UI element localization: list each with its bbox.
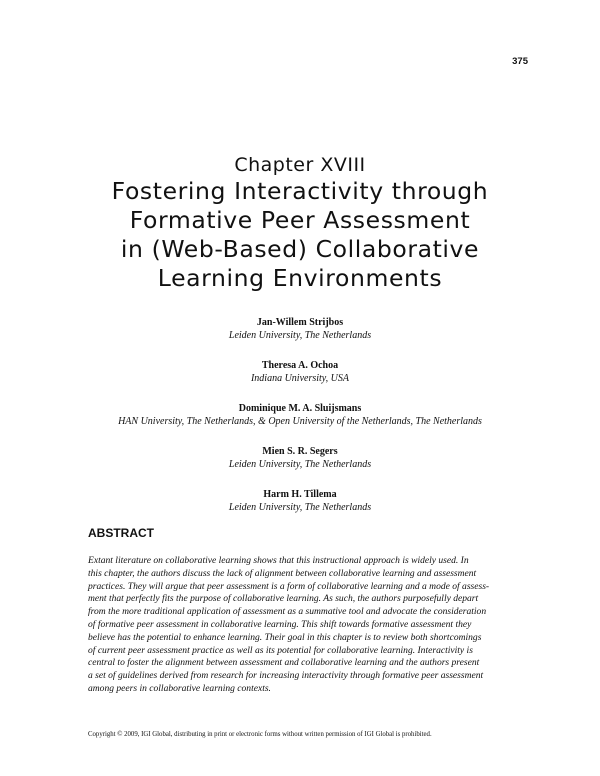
author-affiliation: Indiana University, USA [250,373,350,384]
chapter-title [60,177,540,293]
chapter-title-line: in (Web-Based) Collaborative [120,235,480,263]
abstract-line: among peers in collaborative learning contexts. [88,682,271,694]
abstract-line: Extant literature on collaborative learning shows that this instructional approach is widely used. In [88,555,469,566]
author-affiliation: HAN University, The Netherlands, & Open University of the Netherlands, The Netherlands [118,416,482,427]
chapter-title-line: Learning Environments [157,264,443,292]
author-block [0,488,600,531]
abstract-line: a set of guidelines derived from research for increasing interactivity through formative peer assessment [88,670,484,682]
chapter-label: Chapter XVIII [234,154,366,176]
abstract-line: practices. They will argue that peer assessment is a form of collaborative learning and a mode of assess- [88,580,490,592]
author-name: Harm H. Tillema [263,489,337,500]
page-number: 375 [512,56,528,67]
chapter-title-line: Fostering Interactivity through [111,177,489,205]
author-block [0,359,600,402]
abstract-line: from the more traditional application of assessment as a summative tool and advocate the consideration [88,606,487,618]
chapter-title-line: Formative Peer Assessment [129,206,471,234]
abstract-line: of current peer assessment practice as well as its potential for collaborative learning. Interactivity is [88,644,473,656]
abstract-line: central to foster the alignment between assessment and collaborative learning and the authors present [88,657,480,669]
author-name: Theresa A. Ochoa [261,360,339,371]
author-name: Dominique M. A. Sluijsmans [238,403,362,414]
copyright-notice: Copyright © 2009, IGI Global, distributing in print or electronic forms without written permission of IGI Global is prohibited. [88,731,432,738]
author-block [0,316,600,359]
author-list [0,316,600,531]
abstract-body [88,555,520,696]
abstract-line: ment that perfectly fits the purpose of collaborative learning. As such, the authors purposefully depart [88,593,479,605]
abstract-heading: ABSTRACT [88,526,154,540]
author-name: Mien S. R. Segers [262,446,338,457]
author-name: Jan-Willem Strijbos [256,317,344,328]
author-affiliation: Leiden University, The Netherlands [228,330,372,341]
author-block [0,445,600,488]
abstract-line: this chapter, the authors discuss the lack of alignment between collaborative learning and assessment [88,567,477,579]
author-affiliation: Leiden University, The Netherlands [228,459,372,470]
abstract-line: believe has the potential to enhance learning. Their goal in this chapter is to review both shortcomings [88,631,482,643]
abstract-line: of formative peer assessment in collaborative learning. This shift towards formative assessment they [88,618,472,630]
author-affiliation: Leiden University, The Netherlands [228,502,372,513]
author-block [0,402,600,445]
